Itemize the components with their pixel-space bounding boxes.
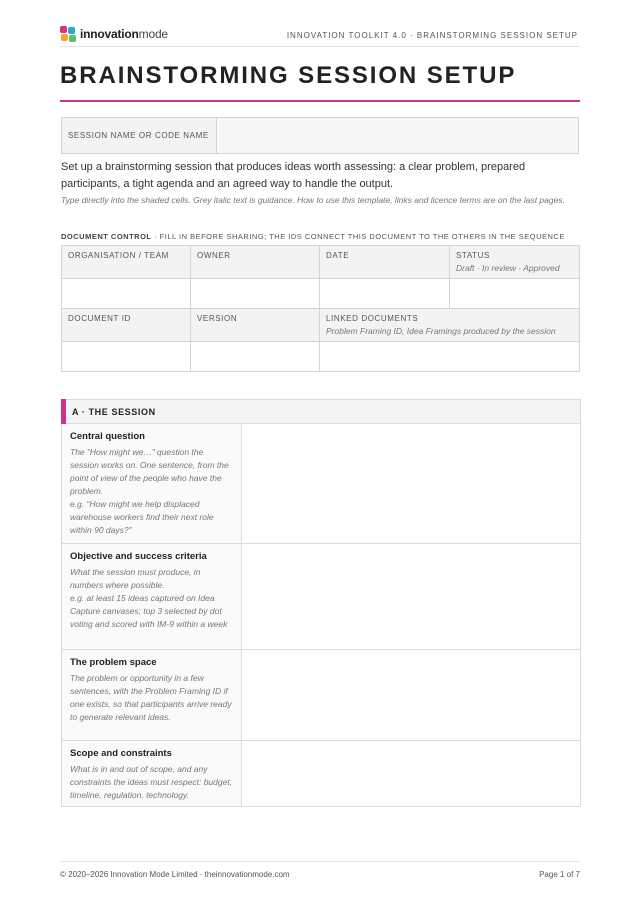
central-question-label-cell (62, 424, 242, 543)
status-header: STATUS Draft · In review · Approved (450, 246, 580, 279)
document-id-header: DOCUMENT ID (62, 309, 191, 342)
document-control-note: FILL IN BEFORE SHARING; THE IDS CONNECT THIS DOCUMENT TO THE OTHERS IN THE SEQUENCE (159, 232, 565, 241)
problem-space-guidance: The problem or opportunity in a few sentences, with the Problem Framing ID if one exists, so that participants arrive ready to generate relevant ideas. (70, 673, 232, 722)
section-a-header (62, 400, 580, 424)
section-accent-bar (61, 399, 66, 424)
central-question-title: Central question (70, 431, 145, 442)
problem-space-row (62, 650, 580, 741)
page-header (60, 25, 580, 47)
objective-guidance: What the session must produce, in numbers where possible. e.g. at least 15 ideas captured on Idea Capture canvases; top 3 selected by dot voting and scored with IM-9 within a week (70, 567, 228, 629)
title-divider (60, 100, 580, 102)
problem-space-field[interactable] (242, 650, 580, 740)
organisation-team-header: ORGANISATION / TEAM (62, 246, 191, 279)
version-field[interactable] (191, 342, 320, 372)
guidance-text: Type directly into the shaded cells. Grey italic text is guidance. How to use this template, links and licence terms are on the last pages. (61, 195, 565, 205)
logo-text: innovationmode (80, 27, 168, 41)
scope-constraints-title: Scope and constraints (70, 748, 172, 759)
central-question-field[interactable] (242, 424, 580, 543)
scope-constraints-row (62, 741, 580, 806)
version-header: VERSION (191, 309, 320, 342)
central-question-guidance: The “How might we…” question the session works on. One sentence, from the point of view of the people who have the problem. e.g. “How might we help displaced warehouse workers find their next role within 90 days?” (70, 447, 229, 535)
section-a-the-session (61, 399, 581, 807)
document-control-table (61, 245, 580, 372)
document-control-label: DOCUMENT CONTROL · FILL IN BEFORE SHARING; THE IDS CONNECT THIS DOCUMENT TO THE OTHERS IN THE SEQUENCE (61, 232, 565, 241)
objective-label-cell (62, 544, 242, 649)
organisation-team-field[interactable] (62, 279, 191, 309)
owner-header: OWNER (191, 246, 320, 279)
owner-field[interactable] (191, 279, 320, 309)
intro-text: Set up a brainstorming session that produces ideas worth assessing: a clear problem, prepared participants, a tight agenda and an agreed way to handle the output. (61, 161, 526, 190)
objective-field[interactable] (242, 544, 580, 649)
scope-constraints-label-cell (62, 741, 242, 806)
status-field[interactable] (450, 279, 580, 309)
running-title: INNOVATION TOOLKIT 4.0 · BRAINSTORMING SESSION SETUP (286, 31, 578, 40)
session-name-row (61, 117, 579, 154)
linked-documents-field[interactable] (320, 342, 580, 372)
page-title: BRAINSTORMING SESSION SETUP (60, 62, 517, 89)
date-header: DATE (320, 246, 450, 279)
linked-documents-hint: Problem Framing ID, Idea Framings produced by the session (326, 326, 556, 336)
footer-copyright: © 2020–2026 Innovation Mode Limited · theinnovationmode.com (60, 870, 290, 879)
scope-constraints-field[interactable] (242, 741, 580, 806)
problem-space-title: The problem space (70, 657, 157, 668)
date-field[interactable] (320, 279, 450, 309)
page-footer (60, 861, 580, 881)
document-id-field[interactable] (62, 342, 191, 372)
scope-constraints-guidance: What is in and out of scope, and any constraints the ideas must respect: budget, timeline, regulation, technology. (70, 764, 233, 800)
logo-mark-icon (60, 26, 76, 42)
objective-row (62, 544, 580, 650)
page-number: Page 1 of 7 (539, 870, 580, 879)
problem-space-label-cell (62, 650, 242, 740)
section-a-title: A · THE SESSION (72, 407, 156, 417)
status-hint: Draft · In review · Approved (456, 263, 560, 273)
session-name-field[interactable] (217, 118, 578, 153)
linked-documents-header: LINKED DOCUMENTS Problem Framing ID, Idea Framings produced by the session (320, 309, 580, 342)
logo (60, 25, 168, 43)
session-name-label: SESSION NAME OR CODE NAME (62, 118, 217, 153)
objective-title: Objective and success criteria (70, 551, 207, 562)
central-question-row (62, 424, 580, 544)
